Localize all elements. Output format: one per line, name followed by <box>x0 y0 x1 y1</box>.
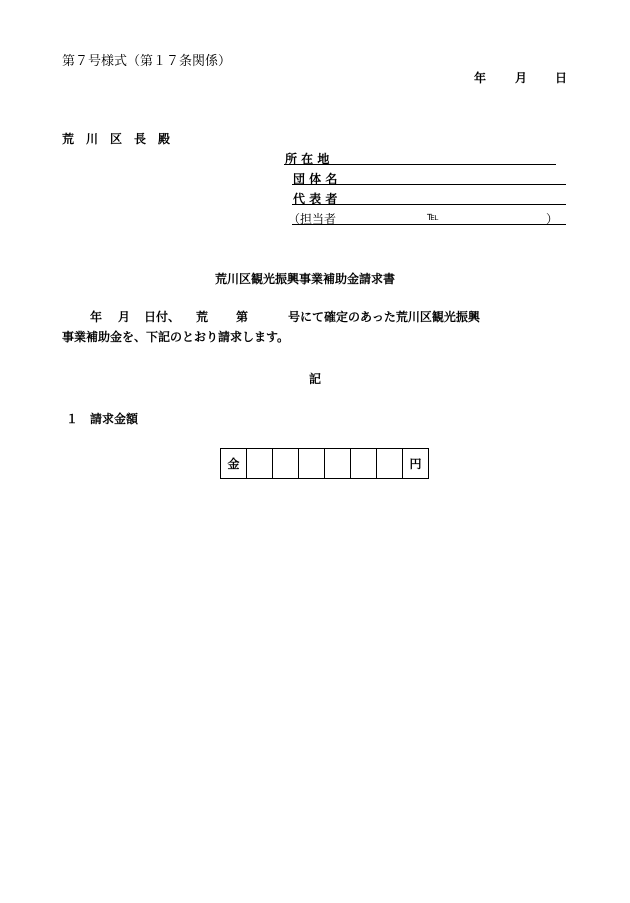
ki-heading: 記 <box>309 372 322 386</box>
amount-prefix: 金 <box>221 449 247 479</box>
amount-digit-cell[interactable] <box>377 449 403 479</box>
contact-person-label: （担当者 <box>288 212 337 226</box>
body-month: 月 <box>118 310 131 324</box>
body-line1-rest: 号にて確定のあった荒川区観光振興 <box>288 310 480 324</box>
amount-digit-cell[interactable] <box>325 449 351 479</box>
section-number: １ <box>66 412 79 426</box>
section-label: 請求金額 <box>90 412 139 426</box>
tel-label: ℡ <box>427 210 439 223</box>
group-name-label: 団 体 名 <box>293 172 338 186</box>
form-number: 第７号様式（第１７条関係） <box>62 54 232 69</box>
address-field-line[interactable] <box>284 164 556 165</box>
amount-box <box>220 448 429 479</box>
contact-field-line[interactable] <box>292 224 566 225</box>
amount-digit-cell[interactable] <box>247 449 273 479</box>
contact-close-paren: ） <box>546 212 559 226</box>
group-name-field-line[interactable] <box>292 184 566 185</box>
body-ara: 荒 <box>196 310 209 324</box>
body-year: 年 <box>90 310 103 324</box>
date-year-label: 年 <box>474 71 487 85</box>
address-label: 所 在 地 <box>285 152 330 166</box>
body-line2: 事業補助金を、下記のとおり請求します。 <box>62 330 290 344</box>
date-day-label: 日 <box>555 71 568 85</box>
amount-digit-cell[interactable] <box>351 449 377 479</box>
representative-label: 代 表 者 <box>293 192 338 206</box>
body-day-suffix: 日付、 <box>144 310 181 324</box>
amount-suffix: 円 <box>403 449 429 479</box>
document-title: 荒川区観光振興事業補助金請求書 <box>215 272 396 286</box>
amount-digit-cell[interactable] <box>299 449 325 479</box>
body-dai: 第 <box>236 310 249 324</box>
amount-digit-cell[interactable] <box>273 449 299 479</box>
date-month-label: 月 <box>515 71 528 85</box>
representative-field-line[interactable] <box>292 204 566 205</box>
addressee: 荒 川 区 長 殿 <box>62 132 171 146</box>
